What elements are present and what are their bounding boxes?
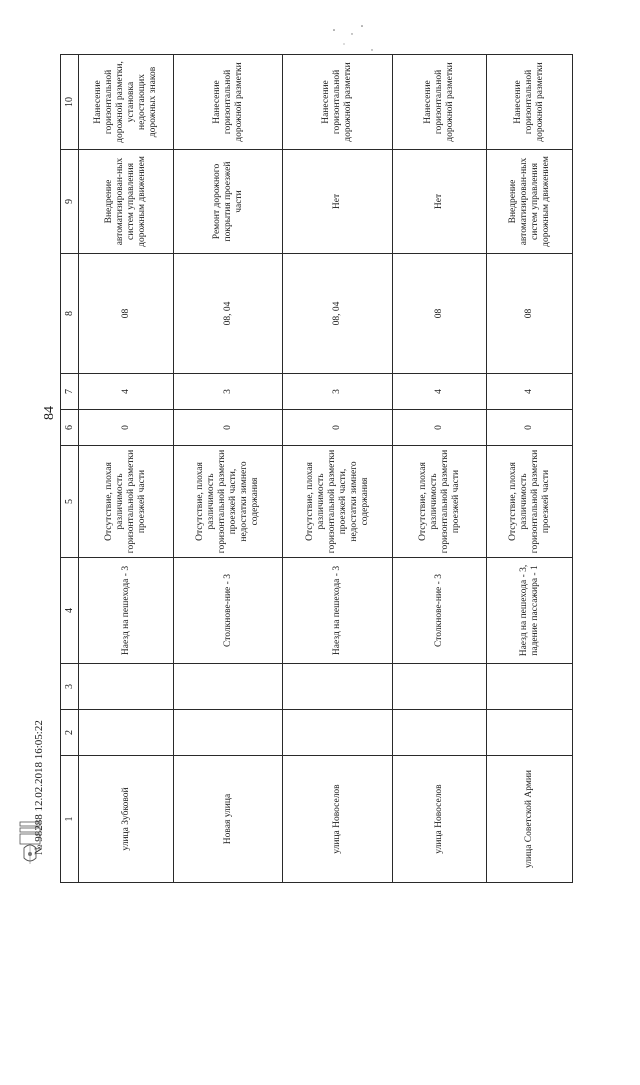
table-cell: 3 bbox=[283, 374, 393, 410]
column-number: 1 bbox=[61, 756, 79, 883]
table-cell: Отсутствие, плохая различимость горизонтальной разметки проезжей части bbox=[79, 446, 174, 558]
table-header-row bbox=[61, 55, 79, 883]
table-cell bbox=[283, 710, 393, 756]
rotated-table-sheet bbox=[60, 55, 572, 883]
table-cell: 08 bbox=[487, 254, 573, 374]
table-cell: Отсутствие, плохая различимость горизонтальной разметки проезжей части, недостатки зимнего содержания bbox=[283, 446, 393, 558]
table-cell bbox=[79, 664, 174, 710]
table-cell: 0 bbox=[174, 410, 283, 446]
document-stamp-text: № 98288 12.02.2018 16:05:22 bbox=[33, 720, 45, 855]
road-safety-table bbox=[60, 54, 573, 883]
column-number: 2 bbox=[61, 710, 79, 756]
table-cell: 08, 04 bbox=[174, 254, 283, 374]
column-number: 8 bbox=[61, 254, 79, 374]
table-cell bbox=[283, 664, 393, 710]
table-cell: Нанесение горизонтальной дорожной разметки bbox=[174, 55, 283, 150]
table-cell: Новая улица bbox=[174, 756, 283, 883]
table-cell: улица Новоселов bbox=[393, 756, 487, 883]
table-cell: Наезд на пешехода - 3, падение пассажира - 1 bbox=[487, 558, 573, 664]
table-cell: Отсутствие, плохая различимость горизонтальной разметки проезжей части, недостатки зимнего содержания bbox=[174, 446, 283, 558]
column-number: 3 bbox=[61, 664, 79, 710]
column-number: 4 bbox=[61, 558, 79, 664]
scan-artifact-marks bbox=[322, 20, 382, 60]
table-cell: Нанесение горизонтальной дорожной разметки bbox=[393, 55, 487, 150]
column-number: 9 bbox=[61, 150, 79, 254]
table-cell: Внедрение автоматизирован-ных систем управления дорожным движением bbox=[79, 150, 174, 254]
table-cell: Ремонт дорожного покрытия проезжей части bbox=[174, 150, 283, 254]
table-cell: улица Новоселов bbox=[283, 756, 393, 883]
table-row bbox=[79, 55, 174, 883]
column-number: 5 bbox=[61, 446, 79, 558]
table-cell bbox=[174, 710, 283, 756]
table-cell: 0 bbox=[393, 410, 487, 446]
table-cell: улица Зубковой bbox=[79, 756, 174, 883]
table-cell bbox=[393, 710, 487, 756]
table-body bbox=[61, 55, 573, 883]
table-row bbox=[174, 55, 283, 883]
table-cell: Отсутствие, плохая различимость горизонтальной разметки проезжей части bbox=[487, 446, 573, 558]
table-cell bbox=[79, 710, 174, 756]
table-cell bbox=[393, 664, 487, 710]
table-cell: 0 bbox=[487, 410, 573, 446]
table-cell: 4 bbox=[393, 374, 487, 410]
table-cell: Нанесение горизонтальной дорожной разметки bbox=[283, 55, 393, 150]
document-stamp bbox=[32, 720, 46, 1085]
table-cell: Нанесение горизонтальной дорожной разметки bbox=[487, 55, 573, 150]
table-cell: 08, 04 bbox=[283, 254, 393, 374]
table-cell bbox=[487, 664, 573, 710]
table-cell: 0 bbox=[283, 410, 393, 446]
table-cell: Наезд на пешехода - 3 bbox=[283, 558, 393, 664]
table-cell: 08 bbox=[393, 254, 487, 374]
table-cell: Наезд на пешехода - 3 bbox=[79, 558, 174, 664]
table-cell: улица Советской Армии bbox=[487, 756, 573, 883]
table-cell: 08 bbox=[79, 254, 174, 374]
table-cell: Нет bbox=[393, 150, 487, 254]
coat-of-arms-seal-icon bbox=[16, 820, 44, 868]
table-row bbox=[487, 55, 573, 883]
page-number: 84 bbox=[42, 406, 57, 420]
table-cell: 0 bbox=[79, 410, 174, 446]
table-cell: Нет bbox=[283, 150, 393, 254]
table-cell bbox=[487, 710, 573, 756]
column-number: 6 bbox=[61, 410, 79, 446]
table-cell: Нанесение горизонтальной дорожной разметки, установка недостающих дорожных знаков bbox=[79, 55, 174, 150]
table-cell: Столкнове-ние - 3 bbox=[174, 558, 283, 664]
column-number: 7 bbox=[61, 374, 79, 410]
table-cell: 3 bbox=[174, 374, 283, 410]
table-cell: 4 bbox=[79, 374, 174, 410]
table-cell bbox=[174, 664, 283, 710]
table-row bbox=[393, 55, 487, 883]
table-row bbox=[283, 55, 393, 883]
table-cell: 4 bbox=[487, 374, 573, 410]
table-cell: Столкнове-ние - 3 bbox=[393, 558, 487, 664]
table-cell: Внедрение автоматизирован-ных систем управления дорожным движением bbox=[487, 150, 573, 254]
column-number: 10 bbox=[61, 55, 79, 150]
table-cell: Отсутствие, плохая различимость горизонтальной разметки проезжей части bbox=[393, 446, 487, 558]
